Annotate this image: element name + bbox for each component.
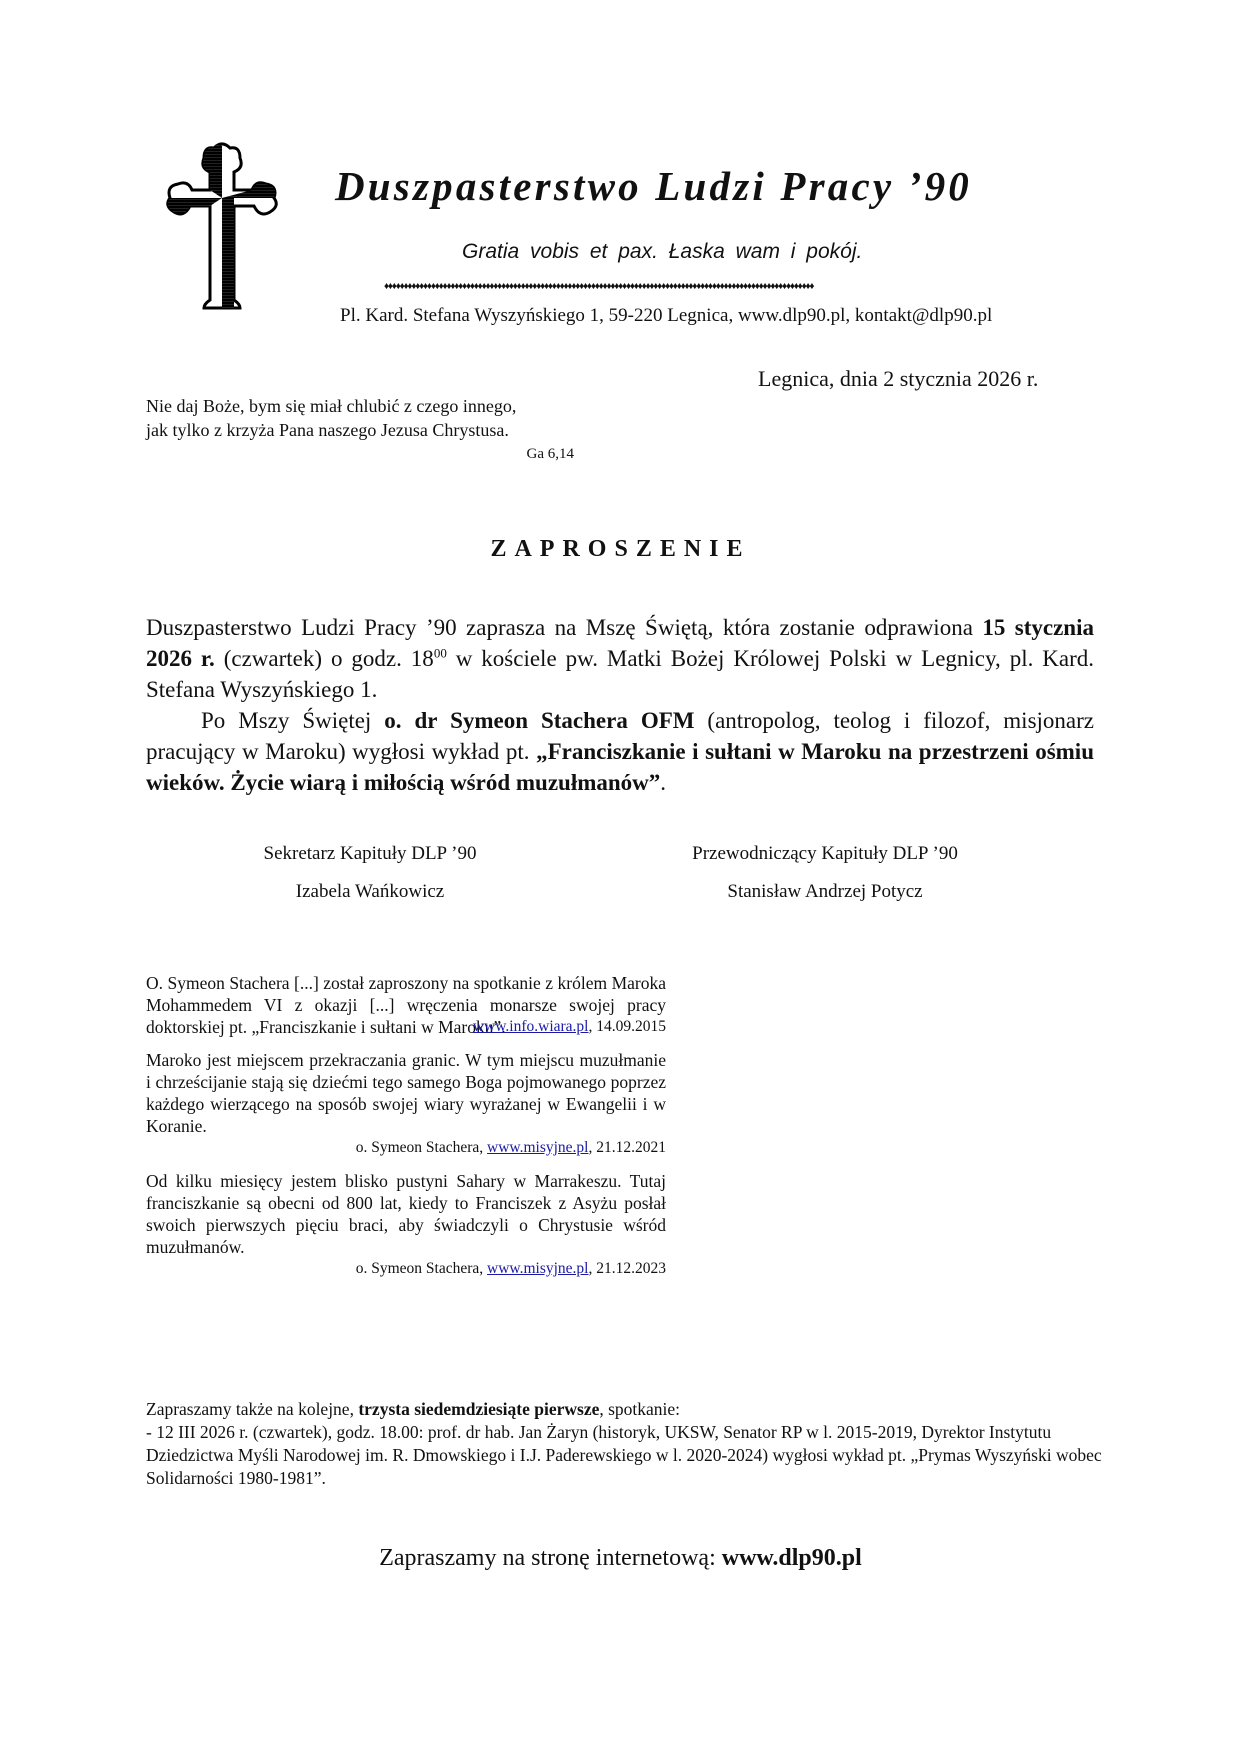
signature-secretary (220, 835, 520, 911)
quote-source (146, 1258, 666, 1280)
text: . (660, 770, 667, 795)
website-label: Zapraszamy na stronę internetową: (379, 1545, 722, 1571)
website-url[interactable]: www.dlp90.pl (721, 1545, 862, 1571)
signature-role: Przewodniczący Kapituły DLP ’90 (692, 843, 958, 864)
invitation-paragraph (146, 612, 1094, 705)
event-date: 15 stycznia 2026 r. (146, 615, 1094, 671)
motto-line: Nie daj Boże, bym się miał chlubić z czego innego, (146, 396, 517, 416)
invitation-body (146, 612, 1094, 798)
next-meeting (146, 1398, 1106, 1490)
next-meeting-intro (146, 1398, 1106, 1421)
signature-name: Stanisław Andrzej Potycz (727, 881, 923, 902)
quote-item (146, 1049, 666, 1159)
website-line (0, 1545, 1241, 1572)
motto-reference: Ga 6,14 (526, 446, 574, 462)
quote-source (146, 1137, 666, 1159)
tagline: Gratia vobis et pax. Łaska wam i pokój. (462, 240, 863, 263)
text: (antropolog, teolog i filozof, misjonarz pracujący w Maroku) wygłosi wykład pt. (146, 708, 1094, 764)
motto-quote (146, 394, 576, 466)
time-minutes: 00 (433, 645, 447, 661)
text: (czwartek) o godz. 18 (214, 646, 434, 671)
quote-author: o. Symeon Stachera, (355, 1260, 488, 1277)
quote-date: , 21.12.2021 (588, 1139, 666, 1156)
meeting-number: trzysta siedemdziesiąte pierwsze (358, 1399, 600, 1419)
quote-text: O. Symeon Stachera [...] został zaproszony na spotkanie z królem Maroka Mohammedem VI z okazji [...] wręczenia monarsze swojej pracy doktorskiej pt. „Franciszkanie i sułtani w Maroku”. (146, 973, 666, 1037)
text: , spotkanie: (599, 1399, 681, 1419)
address-line: Pl. Kard. Stefana Wyszyńskiego 1, 59-220 Legnica, www.dlp90.pl, kontakt@dlp90.pl (340, 305, 993, 326)
next-meeting-details: - 12 III 2026 r. (czwartek), godz. 18.00: prof. dr hab. Jan Żaryn (historyk, UKSW, Senator RP w l. 2015-2019, Dyrektor Instytutu Dziedzictwa Myśli Narodowej im. R. Dmowskiego i I.J. Paderewskiego w l. 2020-2024) wygłosi wykład pt. „Prymas Wyszyński wobec Solidarności 1980-1981”. (146, 1422, 1102, 1488)
signature-chairman (660, 835, 990, 911)
source-link[interactable]: www.info.wiara.pl (472, 1018, 589, 1035)
quote-date: , 21.12.2023 (588, 1260, 666, 1277)
diamond-divider: ♦♦♦♦♦♦♦♦♦♦♦♦♦♦♦♦♦♦♦♦♦♦♦♦♦♦♦♦♦♦♦♦♦♦♦♦♦♦♦♦♦♦♦♦♦♦♦♦♦♦♦♦♦♦♦♦♦♦♦♦♦♦♦♦♦♦♦♦♦♦♦♦♦♦♦♦♦♦♦♦♦♦♦♦♦♦♦♦♦♦♦♦♦♦♦♦♦♦♦♦♦♦♦♦♦♦♦♦♦♦ (384, 281, 814, 292)
document-heading: ZAPROSZENIE (490, 536, 751, 562)
quotes-section (146, 972, 666, 1291)
quote-text: Maroko jest miejscem przekraczania granic. W tym miejscu muzułmanie i chrześcijanie stają się dziećmi tego samego Boga pojmowanego poprzez każdego wierzącego na sposób swojej wiary wyrażanej w Ewangelii i w Koranie. (146, 1050, 666, 1136)
quote-text: Od kilku miesięcy jestem blisko pustyni Sahary w Marrakeszu. Tutaj franciszkanie są obecni od 800 lat, kiedy to Franciszek z Asyżu posłał swoich pierwszych pięciu braci, aby świadczyli o Chrystusie wśród muzułmanów. (146, 1171, 666, 1257)
motto-line: jak tylko z krzyża Pana naszego Jezusa Chrystusa. (146, 420, 509, 440)
date-line: Legnica, dnia 2 stycznia 2026 r. (758, 366, 1039, 391)
text: Po Mszy Świętej (201, 708, 385, 733)
organization-title: Duszpasterstwo Ludzi Pracy ’90 (335, 163, 973, 209)
text: Duszpasterstwo Ludzi Pracy ’90 zaprasza na Mszę Świętą, która zostanie odprawiona (146, 615, 983, 640)
quote-item (146, 1170, 666, 1280)
quote-item (146, 972, 666, 1038)
orthodox-cross-icon (162, 140, 282, 310)
signature-role: Sekretarz Kapituły DLP ’90 (263, 843, 477, 864)
signature-name: Izabela Wańkowicz (295, 881, 445, 902)
lecture-paragraph (146, 705, 1094, 798)
text: Zapraszamy także na kolejne, (146, 1399, 359, 1419)
source-link[interactable]: www.misyjne.pl (487, 1260, 589, 1277)
quote-author: o. Symeon Stachera, (355, 1139, 488, 1156)
speaker-name: o. dr Symeon Stachera OFM (384, 708, 695, 733)
source-link[interactable]: www.misyjne.pl (487, 1139, 589, 1156)
quote-date: , 14.09.2015 (588, 1018, 666, 1035)
lecture-title: „Franciszkanie i sułtani w Maroku na przestrzeni ośmiu wieków. Życie wiarą i miłością wśród muzułmanów” (146, 739, 1094, 795)
text: w kościele pw. Matki Bożej Królowej Polski w Legnicy, pl. Kard. Stefana Wyszyńskiego 1. (146, 646, 1094, 702)
